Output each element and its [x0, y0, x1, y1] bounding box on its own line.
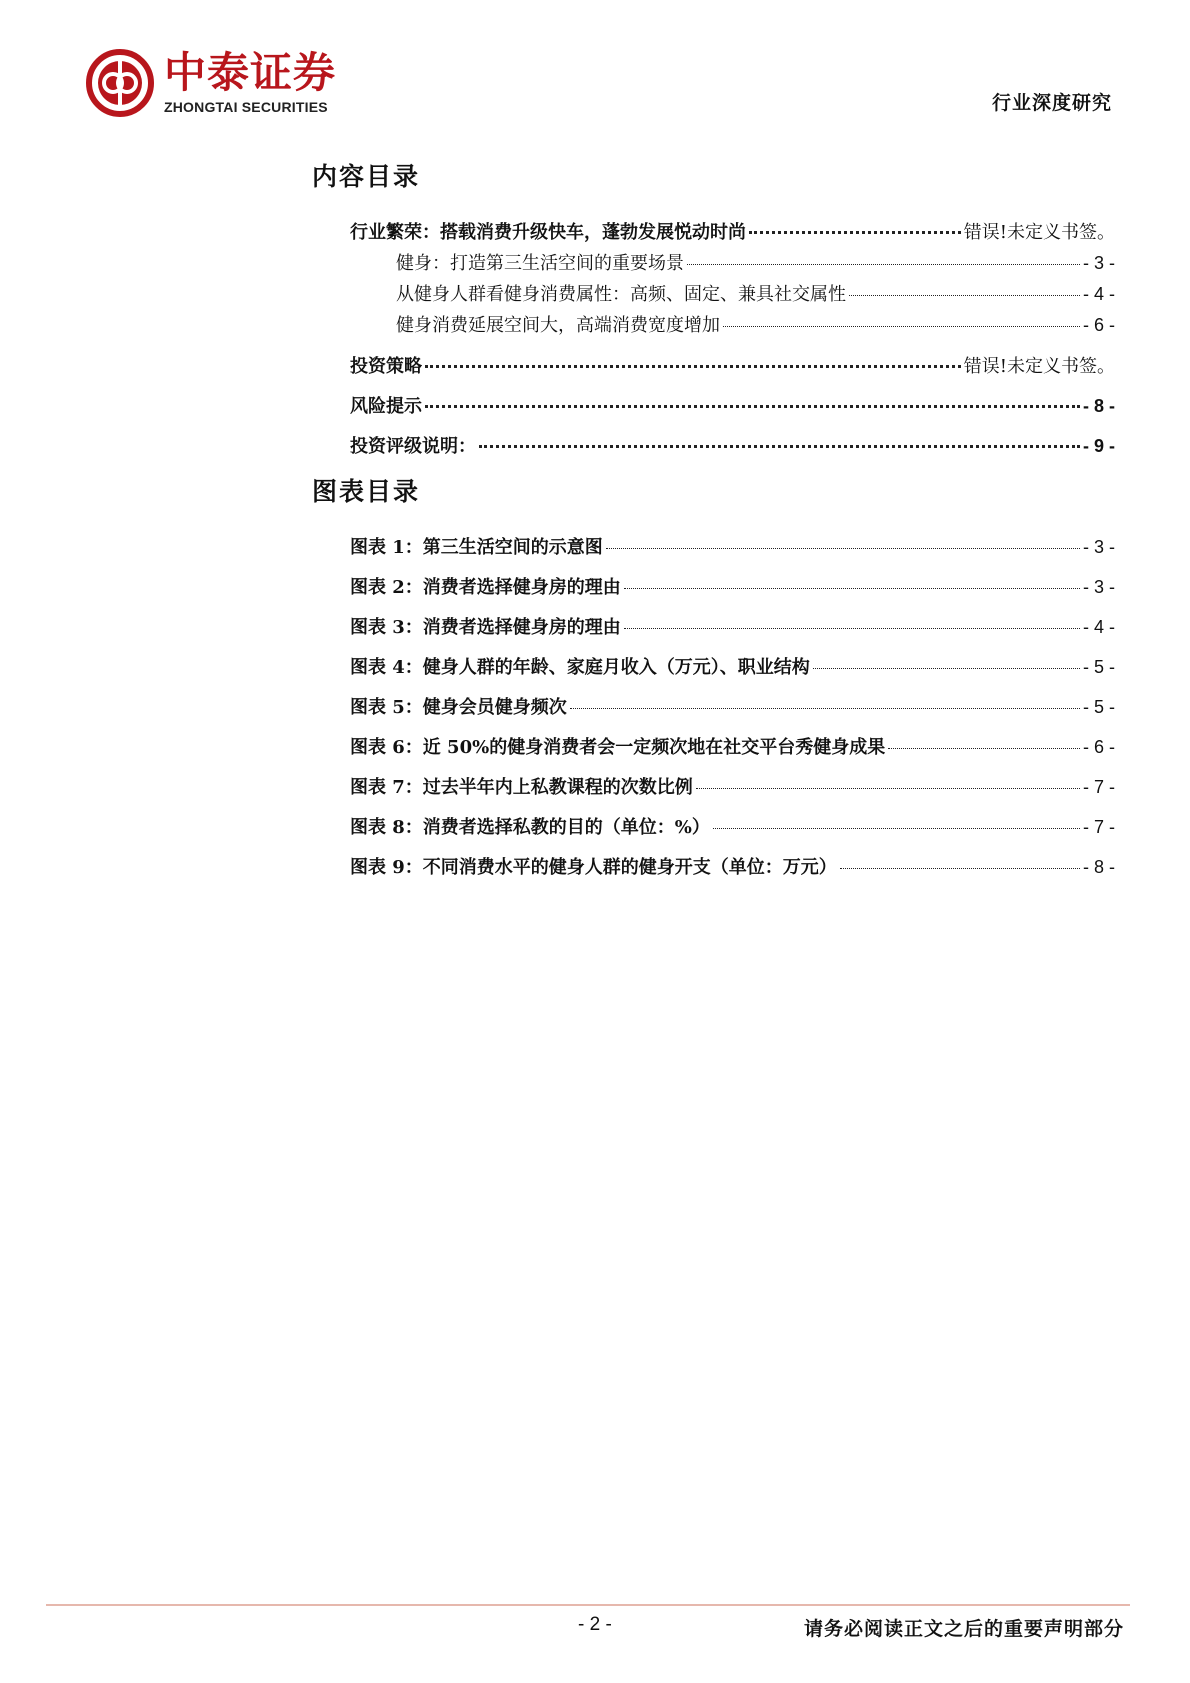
dot-leader: [888, 748, 1080, 749]
figure-entry[interactable]: [350, 573, 1115, 599]
company-logo: [86, 47, 336, 119]
contents-heading: 内容目录: [312, 162, 421, 191]
toc-entry-page: - 4 -: [1082, 284, 1115, 304]
figure-entry[interactable]: [350, 613, 1115, 639]
footer-disclaimer: 请务必阅读正文之后的重要声明部分: [803, 1618, 1124, 1640]
figure-entry-title: 图表 4：健身人群的年龄、家庭月收入（万元）、职业结构: [350, 657, 810, 678]
toc-entry-title: 投资评级说明：: [350, 436, 476, 457]
dot-leader: [813, 668, 1080, 669]
dot-leader: [713, 828, 1080, 829]
toc-entry-page: - 3 -: [1082, 253, 1115, 273]
toc-entry-title: 行业繁荣：搭载消费升级快车，蓬勃发展悦动时尚: [350, 222, 746, 243]
toc-entry-title: 健身：打造第三生活空间的重要场景: [396, 253, 684, 274]
toc-entry-title: 健身消费延展空间大，高端消费宽度增加: [396, 315, 720, 336]
toc-entry-page: - 6 -: [1082, 315, 1115, 335]
figure-entry-title: 图表 5：健身会员健身频次: [350, 697, 567, 718]
logo-english-name: ZHONGTAI SECURITIES: [164, 99, 328, 115]
figure-entry-title: 图表 8：消费者选择私教的目的（单位：%）: [350, 817, 710, 838]
toc-entry-title: 从健身人群看健身消费属性：高频、固定、兼具社交属性: [396, 284, 846, 305]
figure-entry-page: - 7 -: [1082, 817, 1115, 837]
dot-leader: [570, 708, 1080, 709]
figure-entry[interactable]: [350, 853, 1115, 879]
figure-entry[interactable]: [350, 653, 1115, 679]
figure-entry[interactable]: [350, 813, 1115, 839]
figure-entry-page: - 5 -: [1082, 657, 1115, 677]
figure-entry[interactable]: [350, 733, 1115, 759]
toc-entry[interactable]: [396, 280, 1115, 306]
figure-entry-page: - 8 -: [1082, 857, 1115, 877]
figure-entry-page: - 5 -: [1082, 697, 1115, 717]
figure-entry-title: 图表 2：消费者选择健身房的理由: [350, 577, 621, 598]
dot-leader: [749, 231, 961, 234]
dot-leader: [479, 445, 1080, 448]
figures-heading: 图表目录: [312, 477, 421, 506]
page-number: - 2 -: [578, 1614, 612, 1635]
footer-divider: [46, 1604, 1130, 1606]
dot-leader: [425, 405, 1080, 408]
toc-entry-page: - 9 -: [1082, 436, 1115, 456]
toc-entry[interactable]: [396, 311, 1115, 337]
toc-entry-page: 错误!未定义书签。: [963, 356, 1115, 377]
document-type-label: 行业深度研究: [991, 92, 1112, 114]
toc-entry-title: 投资策略: [350, 356, 422, 377]
figure-entry[interactable]: [350, 773, 1115, 799]
figure-entry-page: - 4 -: [1082, 617, 1115, 637]
dot-leader: [624, 588, 1080, 589]
figure-entry-title: 图表 7：过去半年内上私教课程的次数比例: [350, 777, 693, 798]
dot-leader: [425, 365, 961, 368]
figure-entry-title: 图表 9：不同消费水平的健身人群的健身开支（单位：万元）: [350, 857, 837, 878]
toc-entry-page: 错误!未定义书签。: [963, 222, 1115, 243]
dot-leader: [624, 628, 1080, 629]
zhongtai-logo-icon: [86, 49, 154, 117]
figure-entry-title: 图表 3：消费者选择健身房的理由: [350, 617, 621, 638]
toc-entry[interactable]: [350, 392, 1115, 418]
figure-entry[interactable]: [350, 533, 1115, 559]
toc-entry[interactable]: [350, 352, 1115, 378]
dot-leader: [723, 326, 1080, 327]
toc-entry[interactable]: [350, 218, 1115, 244]
figure-entry-page: - 3 -: [1082, 577, 1115, 597]
figure-entry-title: 图表 6：近 50%的健身消费者会一定频次地在社交平台秀健身成果: [350, 737, 886, 758]
figure-entry-page: - 7 -: [1082, 777, 1115, 797]
toc-entry[interactable]: [396, 249, 1115, 275]
dot-leader: [849, 295, 1080, 296]
toc-entry[interactable]: [350, 432, 1115, 458]
dot-leader: [840, 868, 1080, 869]
logo-chinese-name: 中泰证券: [164, 48, 337, 97]
toc-entry-title: 风险提示: [350, 396, 422, 417]
dot-leader: [687, 264, 1080, 265]
figure-entry-title: 图表 1：第三生活空间的示意图: [350, 537, 603, 558]
dot-leader: [606, 548, 1080, 549]
dot-leader: [696, 788, 1080, 789]
figure-entry[interactable]: [350, 693, 1115, 719]
figure-entry-page: - 3 -: [1082, 537, 1115, 557]
toc-entry-page: - 8 -: [1082, 396, 1115, 416]
figure-entry-page: - 6 -: [1082, 737, 1115, 757]
